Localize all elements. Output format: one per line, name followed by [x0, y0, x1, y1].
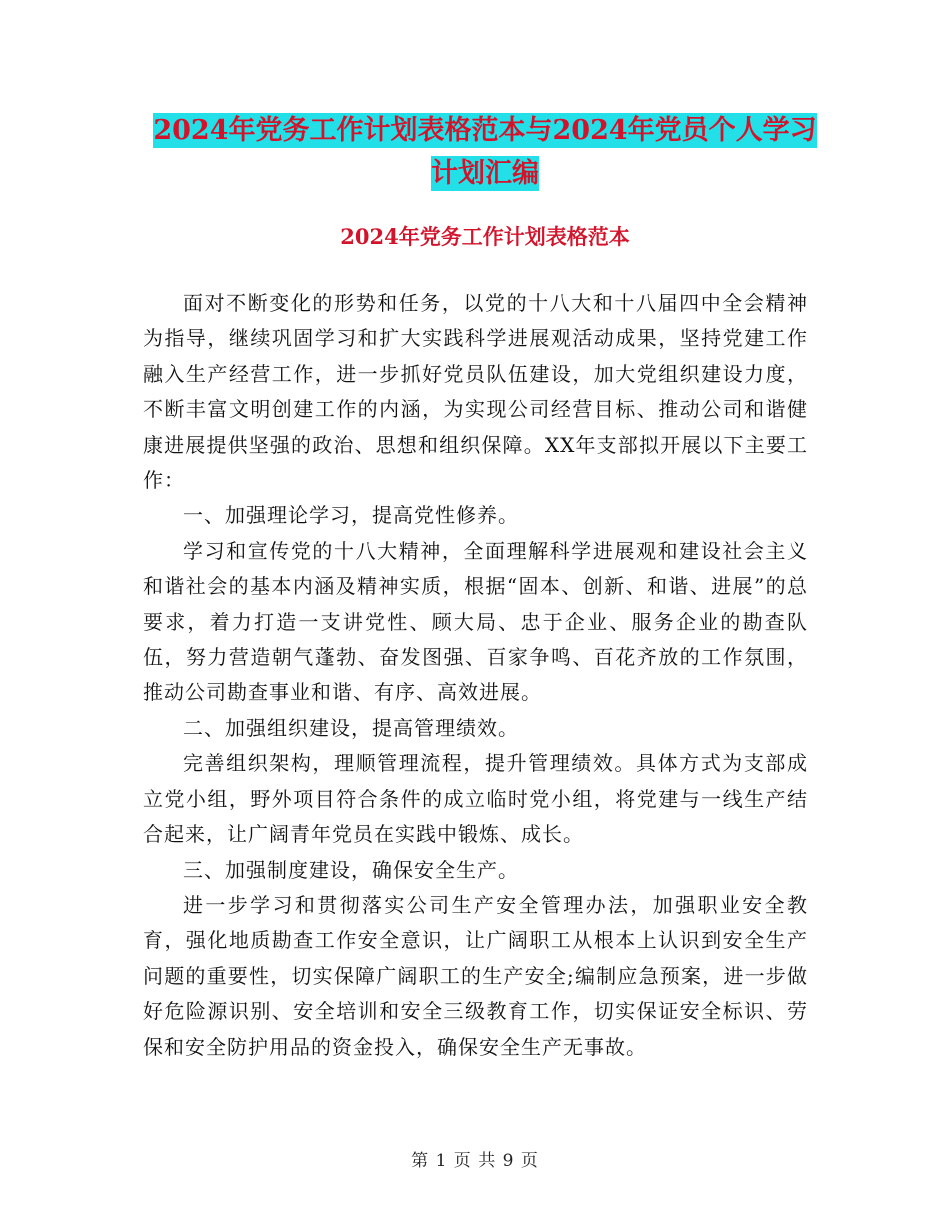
document-title-line-2 — [140, 155, 830, 193]
body-paragraph: 完善组织架构，理顺管理流程，提升管理绩效。具体方式为支部成立党小组，野外项目符合条件的成立临时党小组，将党建与一线生产结合起来，让广阔青年党员在实践中锻炼、成长。 — [143, 751, 808, 847]
section-heading-2: 二、加强组织建设，提高管理绩效。 — [183, 715, 519, 740]
title-highlight: 计划汇编 — [431, 158, 539, 189]
body-paragraph: 进一步学习和贯彻落实公司生产安全管理办法，加强职业安全教育，强化地质勘查工作安全意识，让广阔职工从根本上认识到安全生产问题的重要性，切实保障广阔职工的生产安全;编制应急预案，进一步做好危险源识别、安全培训和安全三级教育工作，切实保证安全标识、劳保和安全防护用品的资金投入，确保安全生产无事故。 — [143, 892, 808, 1059]
body-paragraph: 学习和宣传党的十八大精神，全面理解科学进展观和建设社会主义和谐社会的基本内涵及精神实质，根据“固本、创新、和谐、进展”的总要求，着力打造一支讲党性、顾大局、忠于企业、服务企业的勘查队伍，努力营造朝气蓬勃、奋发图强、百家争鸣、百花齐放的工作氛围，推动公司勘查事业和谐、有序、高效进展。 — [143, 538, 808, 705]
section-heading-3: 三、加强制度建设，确保安全生产。 — [183, 857, 519, 882]
page-footer: 第 1 页 共 9 页 — [411, 1151, 539, 1171]
title-highlight: 2024年党务工作计划表格范本与2024年党员个人学习 — [153, 115, 817, 146]
section-title: 2024年党务工作计划表格范本 — [340, 224, 630, 249]
section-heading-1: 一、加强理论学习，提高党性修养。 — [183, 503, 519, 528]
intro-paragraph: 面对不断变化的形势和任务，以党的十八大和十八届四中全会精神为指导，继续巩固学习和扩大实践科学进展观活动成果，坚持党建工作融入生产经营工作，进一步抓好党员队伍建设，加大党组织建设力度，不断丰富文明创建工作的内涵，为实现公司经营目标、推动公司和谐健康进展提供坚强的政治、思想和组织保障。XX年支部拟开展以下主要工作： — [143, 291, 808, 493]
document-body — [143, 286, 808, 1065]
document-title-line-1 — [140, 112, 830, 150]
